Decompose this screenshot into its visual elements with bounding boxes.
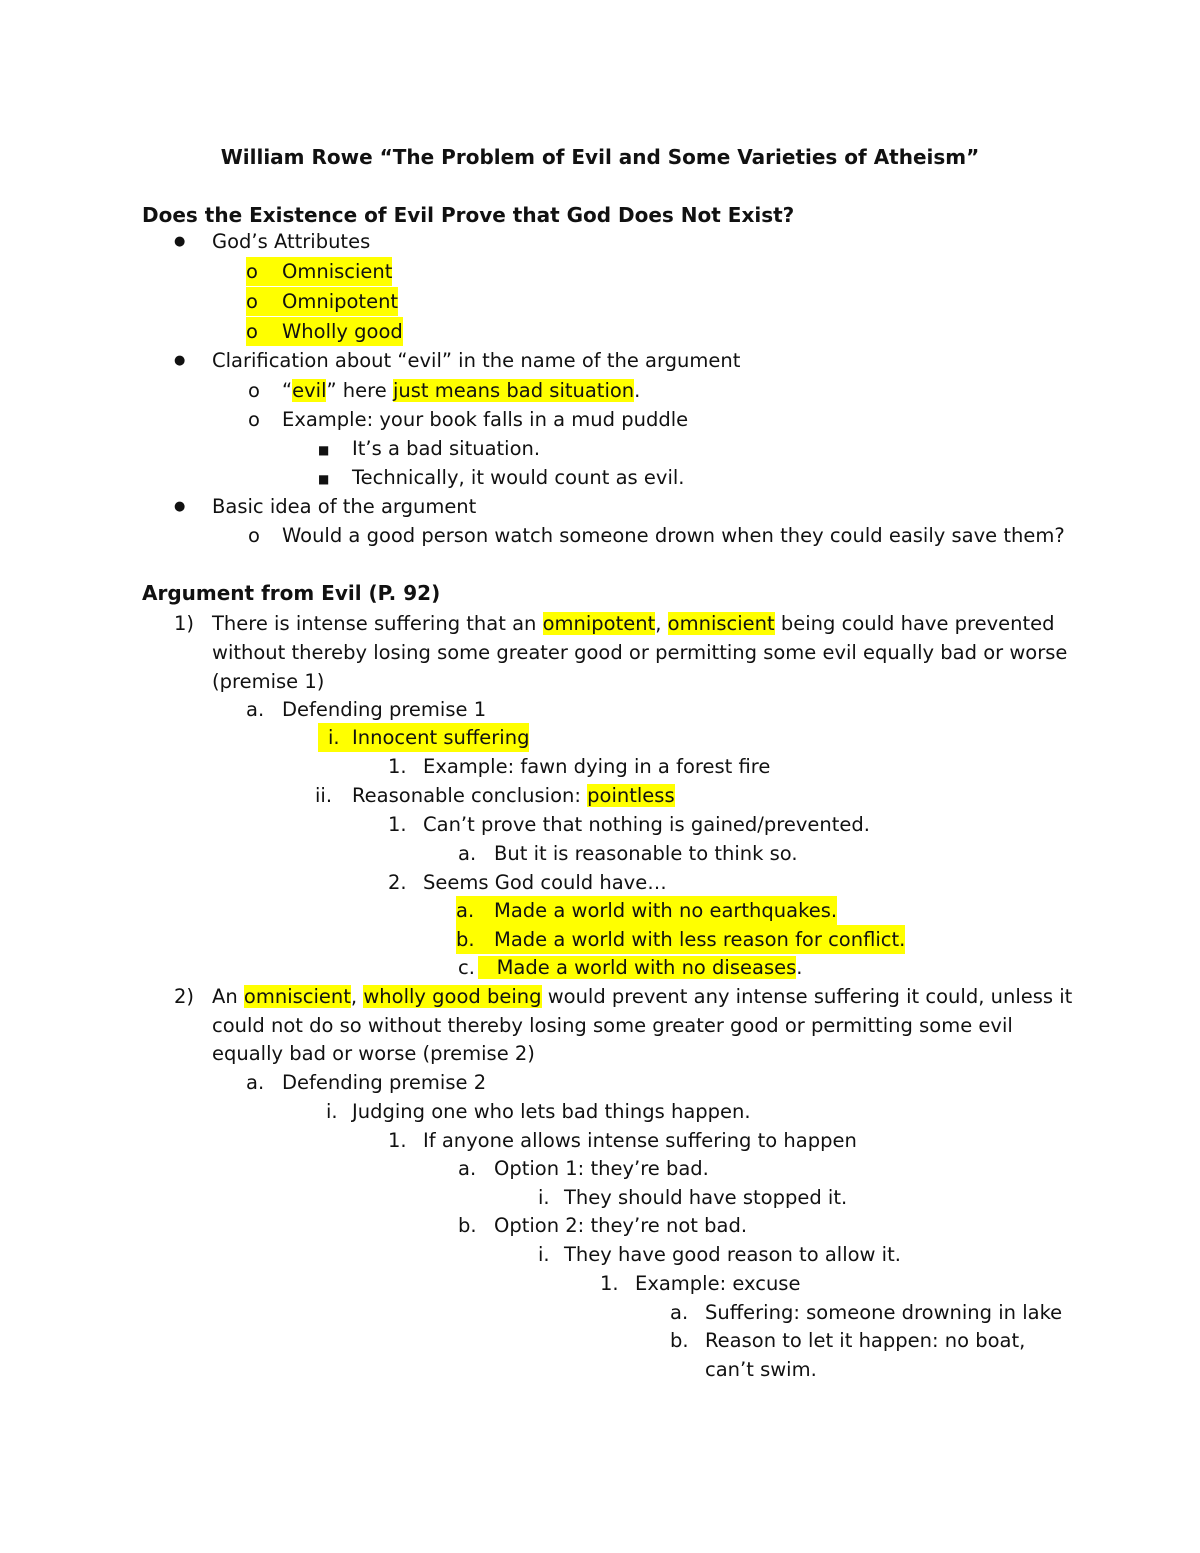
list-marker — [456, 925, 494, 954]
list-item-label — [352, 781, 675, 810]
square-bullet-icon: ■ — [318, 472, 330, 486]
marker-text: i. — [327, 726, 340, 749]
list-item-label: Example: fawn dying in a forest fire — [423, 755, 771, 778]
list-item-label: Clarification about “evil” in the name of the argument — [212, 349, 741, 372]
highlight-pointless: pointless — [587, 784, 675, 807]
list-item-label: Option 2: they’re not bad. — [494, 1214, 748, 1237]
list-marker: 1. — [600, 1272, 619, 1295]
list-marker: a. — [458, 1157, 477, 1180]
evil-meaning-sentence — [282, 376, 640, 405]
list-item-label: They should have stopped it. — [564, 1186, 848, 1209]
text-span: Made a world with no diseases — [496, 956, 797, 979]
list-marker: a. — [246, 698, 265, 721]
highlight-wholly-good-being: wholly good being — [363, 985, 542, 1008]
list-marker: 2. — [388, 871, 407, 894]
text-span: , — [350, 985, 364, 1008]
highlight-no-diseases — [478, 956, 796, 979]
list-item-label: If anyone allows intense suffering to happen — [423, 1129, 857, 1152]
quote-mid: ” here — [326, 379, 393, 402]
highlight-omniscient: omniscient — [243, 985, 351, 1008]
list-item-label: But it is reasonable to think so. — [494, 842, 798, 865]
list-marker: i. — [538, 1243, 550, 1266]
list-item-label: Innocent suffering — [352, 723, 529, 752]
list-marker: c. — [458, 956, 475, 979]
list-item-label: Made a world with less reason for conflict. — [494, 925, 905, 954]
bullet-icon: ● — [174, 353, 186, 368]
list-item-label: Technically, it would count as evil. — [352, 466, 685, 489]
hollow-bullet-icon: o — [246, 317, 282, 346]
attribute-label: Wholly good — [282, 317, 403, 346]
hollow-bullet-icon: o — [248, 408, 260, 431]
list-marker: a. — [246, 1071, 265, 1094]
text-line: without thereby losing some greater good or permitting some evil equally bad or worse — [212, 641, 1068, 664]
bullet-icon: ● — [174, 499, 186, 514]
text-span: would prevent any intense suffering it could, unless it — [541, 985, 1073, 1008]
period: . — [796, 956, 803, 979]
hollow-bullet-icon: o — [248, 379, 260, 402]
list-item-label: Defending premise 1 — [282, 698, 487, 721]
text-span: , — [655, 612, 668, 635]
marker-text: a. — [456, 899, 475, 922]
text-line: could not do so without thereby losing some greater good or permitting some evil — [212, 1014, 1013, 1037]
hollow-bullet-icon: o — [248, 524, 260, 547]
marker-text: b. — [456, 928, 475, 951]
list-marker: a. — [458, 842, 477, 865]
list-marker: 1. — [388, 813, 407, 836]
section-heading-existence-of-evil: Does the Existence of Evil Prove that God Does Not Exist? — [142, 203, 795, 227]
section-heading-argument-from-evil: Argument from Evil (P. 92) — [142, 581, 441, 605]
text-line: can’t swim. — [705, 1358, 817, 1381]
square-bullet-icon: ■ — [318, 443, 330, 457]
list-item-label: Example: excuse — [635, 1272, 801, 1295]
list-item-label: They have good reason to allow it. — [564, 1243, 901, 1266]
list-marker — [456, 896, 494, 925]
list-item-label: It’s a bad situation. — [352, 437, 541, 460]
text-span: being could have prevented — [774, 612, 1055, 635]
text-line: equally bad or worse (premise 2) — [212, 1042, 535, 1065]
highlight-bad-situation: just means bad situation — [392, 379, 635, 402]
list-marker: i. — [538, 1186, 550, 1209]
list-marker: b. — [670, 1329, 689, 1352]
document-title: William Rowe “The Problem of Evil and Some Varieties of Atheism” — [220, 145, 980, 169]
list-marker: 1) — [174, 612, 195, 635]
highlight-omnipotent: omnipotent — [542, 612, 656, 635]
text-span: Reasonable conclusion: — [352, 784, 588, 807]
period: . — [634, 379, 641, 402]
text-span: An — [212, 985, 244, 1008]
list-marker: ii. — [315, 784, 333, 807]
premise-1-line-1 — [212, 609, 1055, 638]
list-marker: i. — [326, 1100, 338, 1123]
highlight-evil: evil — [292, 379, 327, 402]
list-item-label — [478, 953, 802, 982]
list-item-label: Judging one who lets bad things happen. — [352, 1100, 751, 1123]
list-marker: a. — [670, 1301, 689, 1324]
list-item-label: Can’t prove that nothing is gained/prevented. — [423, 813, 870, 836]
list-marker: 1. — [388, 755, 407, 778]
list-marker: b. — [458, 1214, 477, 1237]
highlight-omniscient: omniscient — [667, 612, 775, 635]
text-span: There is intense suffering that an — [212, 612, 543, 635]
premise-2-line-1 — [212, 982, 1072, 1011]
list-item-label: Reason to let it happen: no boat, — [705, 1329, 1026, 1352]
attribute-label: Omnipotent — [282, 287, 398, 316]
list-marker: 2) — [174, 985, 195, 1008]
hollow-bullet-icon: o — [246, 257, 282, 286]
hollow-bullet-icon: o — [246, 287, 282, 316]
list-item-label: Example: your book falls in a mud puddle — [282, 408, 689, 431]
attribute-label: Omniscient — [282, 257, 392, 286]
list-item-label: Defending premise 2 — [282, 1071, 487, 1094]
list-marker: 1. — [388, 1129, 407, 1152]
list-item-label: Seems God could have… — [423, 871, 667, 894]
list-item-label: Made a world with no earthquakes. — [494, 896, 837, 925]
list-item-label: Option 1: they’re bad. — [494, 1157, 709, 1180]
list-item-label: God’s Attributes — [212, 230, 371, 253]
list-marker — [318, 723, 352, 752]
list-item-label: Would a good person watch someone drown when they could easily save them? — [282, 524, 1065, 547]
list-item-label: Suffering: someone drowning in lake — [705, 1301, 1063, 1324]
text-line: (premise 1) — [212, 670, 325, 693]
list-item-label: Basic idea of the argument — [212, 495, 477, 518]
quote-open: “ — [282, 379, 293, 402]
bullet-icon: ● — [174, 234, 186, 249]
